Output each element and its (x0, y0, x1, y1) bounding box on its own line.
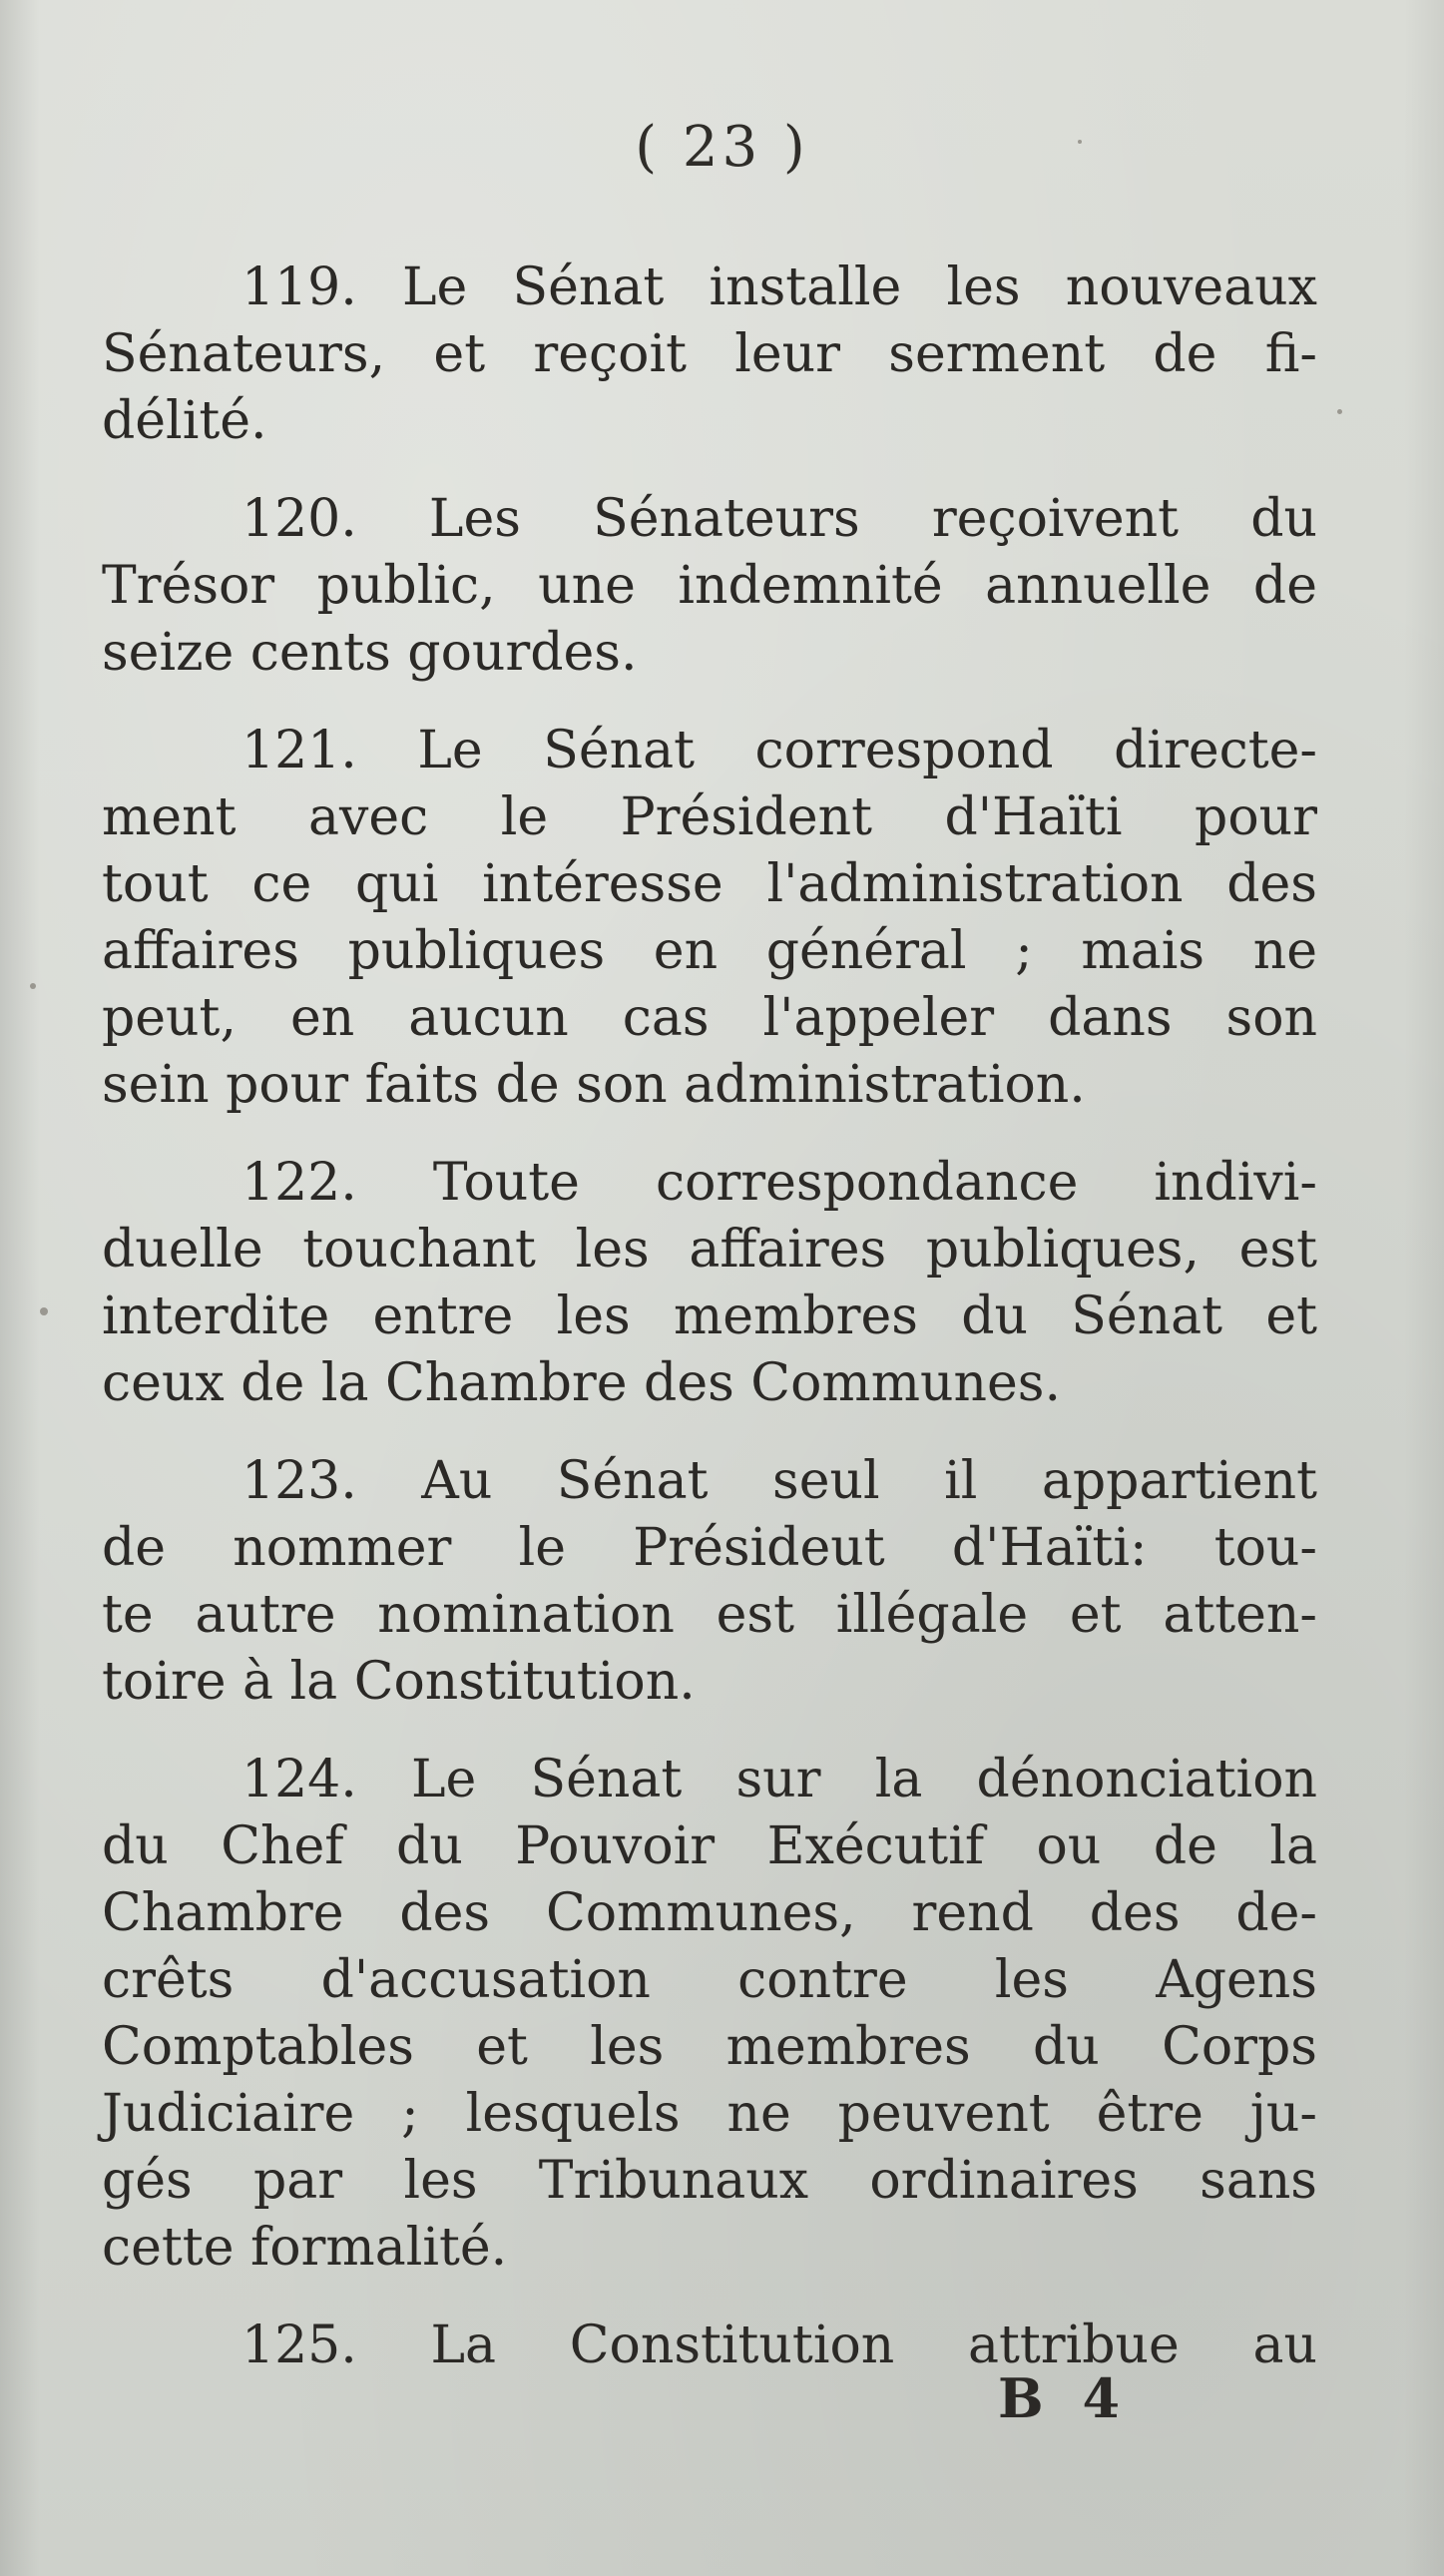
text-line: 121. Le Sénat correspond directe- (241, 721, 1317, 780)
article-123 (102, 1448, 1317, 1716)
text-line: tout ce qui intéresse l'administration des (102, 854, 1317, 914)
article-119 (102, 255, 1317, 455)
text-line: 123. Au Sénat seul il appartient (241, 1451, 1317, 1511)
text-line: duelle touchant les affaires publiques, est (102, 1220, 1317, 1280)
page-number: ( 23 ) (635, 115, 809, 180)
catchword-row (0, 2363, 1444, 2433)
text-line: peut, en aucun cas l'appeler dans son (102, 988, 1317, 1048)
text-line: te autre nomination est illégale et atten- (102, 1585, 1317, 1645)
paper-speck (30, 983, 36, 989)
text-line: ment avec le Président d'Haïti pour (102, 787, 1317, 847)
text-line: du Chef du Pouvoir Exécutif ou de la (102, 1816, 1317, 1876)
text-line: Judiciaire ; lesquels ne peuvent être ju- (102, 2084, 1317, 2144)
text-line: ceux de la Chambre des Communes. (102, 1353, 1061, 1413)
paper-speck (40, 1307, 48, 1315)
article-list (102, 255, 1317, 2410)
text-line: 120. Les Sénateurs reçoivent du (241, 489, 1317, 549)
text-line: 124. Le Sénat sur la dénonciation (241, 1750, 1317, 1809)
article-124 (102, 1747, 1317, 2282)
article-122 (102, 1150, 1317, 1417)
signature-mark: B 4 (998, 2366, 1131, 2430)
page-edge-shadow-left (0, 0, 40, 2576)
text-line: sein pour faits de son administration. (102, 1055, 1086, 1115)
text-line: 125. La Constitution attribue au (241, 2316, 1317, 2375)
page-edge-shadow-right (1404, 0, 1444, 2576)
text-line: seize cents gourdes. (102, 623, 638, 683)
text-line: affaires publiques en général ; mais ne (102, 921, 1317, 981)
article-120 (102, 486, 1317, 687)
article-121 (102, 718, 1317, 1119)
text-line: toire à la Constitution. (102, 1652, 696, 1712)
text-line: cette formalité. (102, 2218, 508, 2278)
text-line: 119. Le Sénat installe les nouveaux (241, 258, 1317, 317)
paper-speck (1337, 409, 1342, 414)
text-line: crêts d'accusation contre les Agens (102, 1950, 1317, 2010)
text-line: gés par les Tribunaux ordinaires sans (102, 2151, 1317, 2211)
text-line: Comptables et les membres du Corps (102, 2017, 1317, 2077)
text-line: 122. Toute correspondance indivi- (241, 1153, 1317, 1213)
text-line: interdite entre les membres du Sénat et (102, 1287, 1317, 1346)
text-line: Sénateurs, et reçoit leur serment de fi- (102, 324, 1317, 384)
text-line: de nommer le Présideut d'Haïti: tou- (102, 1518, 1317, 1578)
text-line: Chambre des Communes, rend des de- (102, 1883, 1317, 1943)
text-line: délité. (102, 391, 267, 451)
text-line: Trésor public, une indemnité annuelle de (102, 556, 1317, 616)
